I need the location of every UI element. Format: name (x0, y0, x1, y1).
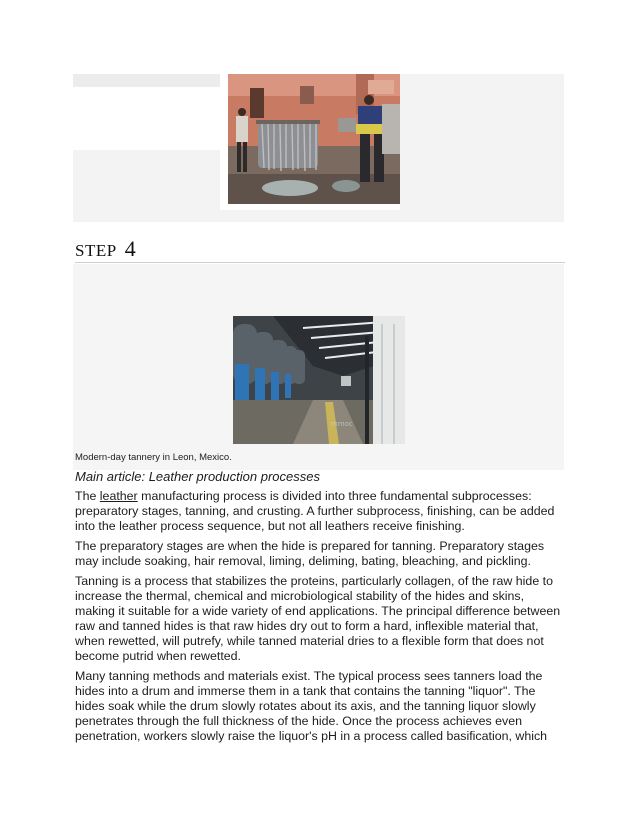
figure-caption: Modern-day tannery in Leon, Mexico. (75, 452, 232, 463)
step-label: STEP (75, 241, 117, 260)
paragraph-preparatory: The preparatory stages are when the hide is prepared for tanning. Preparatory stages may include soaking, hair removal, liming, deliming, bating, bleaching, and pickling. (75, 539, 545, 568)
step-heading (75, 236, 565, 263)
paragraph-methods: Many tanning methods and materials exist. The typical process sees tanners load the hides into a drum and immerse them in a tank that contains the tanning "liquor". The hides soak while the drum slowly rotates about its axis, and the tanning liquor slowly penetrates through the full thickness of the hide. Once the process achieves even penetration, workers slowly raise the liquor's pH in a process called basification, which (75, 669, 548, 743)
paragraph-tanning: Tanning is a process that stabilizes the proteins, particularly collagen, of the raw hide to increase the thermal, chemical and microbiological stability of the hides and skins, making it suitable for a wide variety of end applications. The principal difference between raw and tanned hides is that raw hides dry out to form a hard, inflexible material that, when rewetted, will putrefy, while tanned material dries to a flexible form that does not become putrid when rewetted. (75, 574, 561, 663)
top-figure (73, 74, 564, 222)
article-body (75, 469, 565, 749)
paragraph-processes (75, 489, 565, 534)
step-number: 4 (124, 236, 136, 261)
main-article-note: Main article: Leather production processes (75, 469, 320, 484)
figure-gap (73, 87, 220, 150)
photo-watermark: mmoc (331, 420, 353, 428)
tannery-market-photo (228, 74, 400, 204)
figure-strip (73, 74, 220, 87)
paragraph-text: manufacturing process is divided into three fundamental subprocesses: preparatory stages, tanning, and crusting. A further subprocess, finishing, can be added into the leather process sequence, but not all leathers receive finishing. (75, 489, 555, 533)
paragraph-text: The (75, 489, 100, 503)
leather-link[interactable]: leather (99, 489, 138, 503)
modern-tannery-photo (233, 316, 405, 444)
